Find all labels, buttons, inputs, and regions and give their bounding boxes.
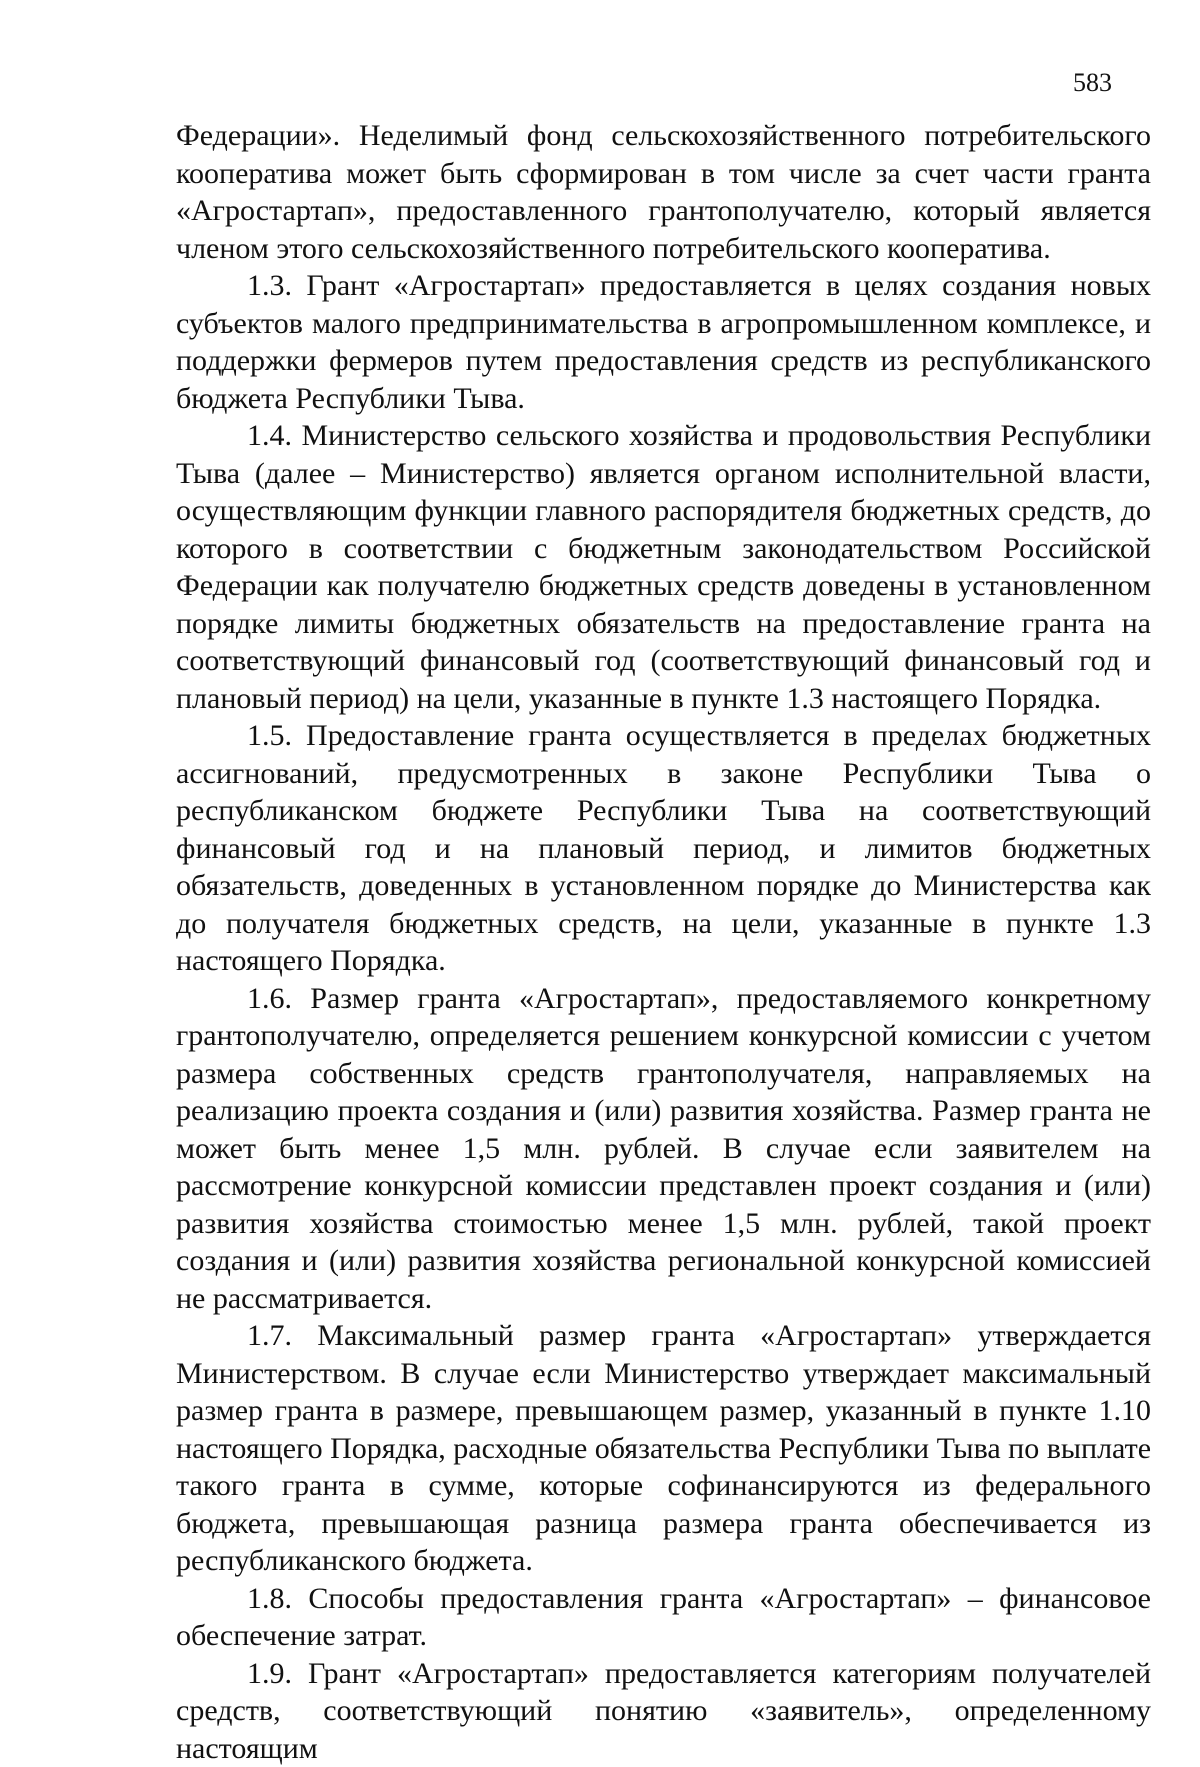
paragraph-1-6: 1.6. Размер гранта «Агростартап», предоставляемого конкретному грантополучателю, определяется решением конкурсной комиссии с учетом размера собственных средств грантополучателя, направляемых на реализацию проекта создания и (или) развития хозяйства. Размер гранта не может быть менее 1,5 млн. рублей. В случае если заявителем на рассмотрение конкурсной комиссии представлен проект создания и (или) развития хозяйства стоимостью менее 1,5 млн. рублей, такой проект создания и (или) развития хозяйства региональной конкурсной комиссией не рассматривается. [176,980,1151,1318]
paragraph-1-3: 1.3. Грант «Агростартап» предоставляется в целях создания новых субъектов малого предпринимательства в агропромышленном комплексе, и поддержки фермеров путем предоставления средств из республиканского бюджета Республики Тыва. [176,267,1151,417]
paragraph-1-5: 1.5. Предоставление гранта осуществляется в пределах бюджетных ассигнований, предусмотренных в законе Республики Тыва о республиканском бюджете Республики Тыва на соответствующий финансовый год и на плановый период, и лимитов бюджетных обязательств, доведенных в установленном порядке до Министерства как до получателя бюджетных средств, на цели, указанные в пункте 1.3 настоящего Порядка. [176,717,1151,980]
page-number: 583 [1073,68,1112,98]
paragraph-1-9: 1.9. Грант «Агростартап» предоставляется категориям получателей средств, соответствующий понятию «заявитель», определенному настоящим [176,1655,1151,1767]
paragraph-1-4: 1.4. Министерство сельского хозяйства и продовольствия Республики Тыва (далее – Министерство) является органом исполнительной власти, осуществляющим функции главного распорядителя бюджетных средств, до которого в соответствии с бюджетным законодательством Российской Федерации как получателю бюджетных средств доведены в установленном порядке лимиты бюджетных обязательств на предоставление гранта на соответствующий финансовый год (соответствующий финансовый год и плановый период) на цели, указанные в пункте 1.3 настоящего Порядка. [176,417,1151,717]
document-body [176,117,1151,1767]
paragraph-continuation: Федерации». Неделимый фонд сельскохозяйственного потребительского кооператива может быть сформирован в том числе за счет части гранта «Агростартап», предоставленного грантополучателю, который является членом этого сельскохозяйственного потребительского кооператива. [176,117,1151,267]
paragraph-1-7: 1.7. Максимальный размер гранта «Агростартап» утверждается Министерством. В случае если Министерство утверждает максимальный размер гранта в размере, превышающем размер, указанный в пункте 1.10 настоящего Порядка, расходные обязательства Республики Тыва по выплате такого гранта в сумме, которые софинансируются из федерального бюджета, превышающая разница размера гранта обеспечивается из республиканского бюджета. [176,1317,1151,1580]
paragraph-1-8: 1.8. Способы предоставления гранта «Агростартап» – финансовое обеспечение затрат. [176,1580,1151,1655]
